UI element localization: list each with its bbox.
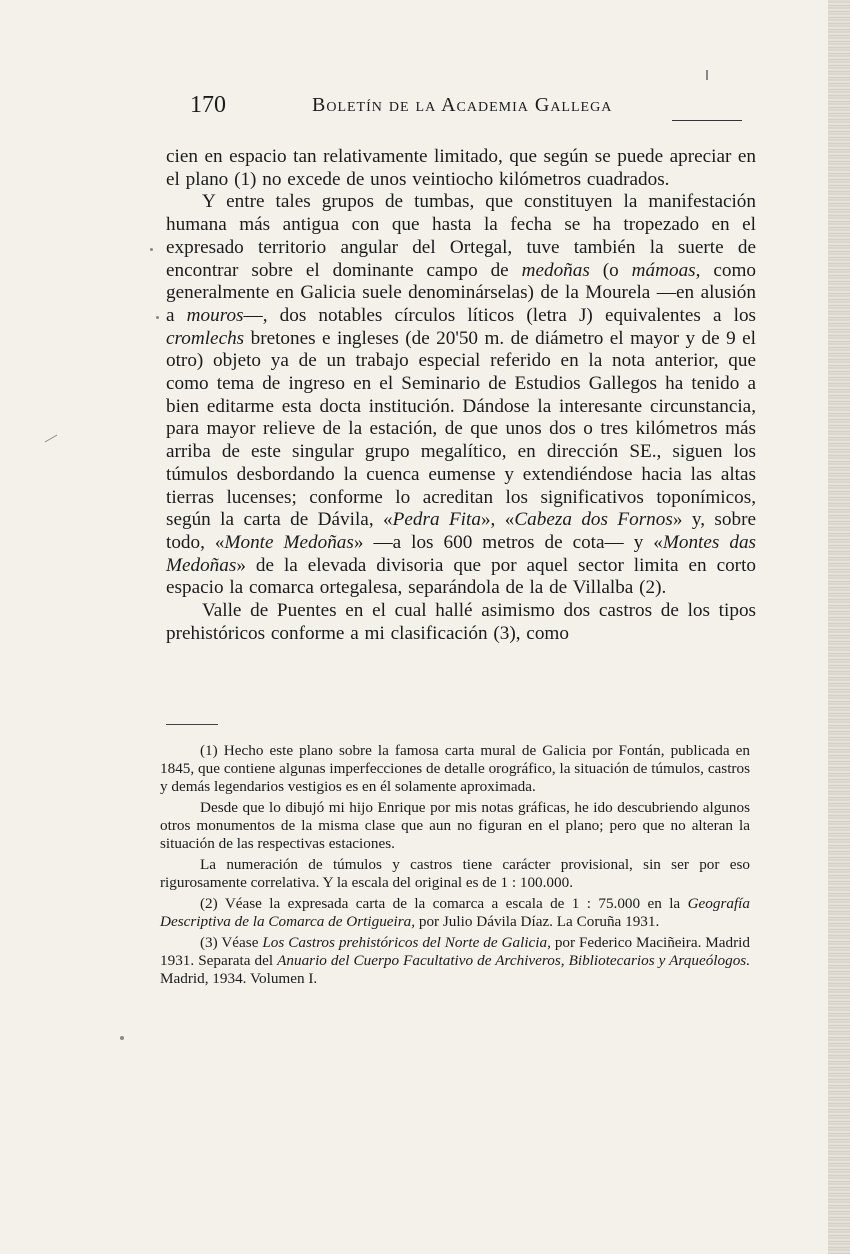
paragraph-continuation: cien en espacio tan relativamente limitado, que según se puede apreciar en el plano (1) no excede de unos veintiocho kilómetros cuadrados.: [166, 146, 756, 190]
header-rule: [672, 120, 742, 121]
footnote-1-cont-b: La numeración de túmulos y castros tiene carácter provisional, sin ser por eso rigurosamente correlativa. Y la escala del original es de 1 : 100.000.: [160, 856, 750, 891]
scan-speck: [706, 70, 708, 80]
footnote-1-cont-a: Desde que lo dibujó mi hijo Enrique por mis notas gráficas, he ido descubriendo algunos otros monumentos de la misma clase que aun no figuran en el plano; pero que no alteran la situación de las respectivas estaciones.: [160, 799, 750, 852]
scan-speck: [150, 248, 153, 251]
running-title: Boletín de la Academia Gallega: [312, 94, 613, 116]
footnote-2: (2) Véase la expresada carta de la comarca a escala de 1 : 75.000 en la Geografía Descriptiva de la Comarca de Ortigueira, por Julio Dávila Díaz. La Coruña 1931.: [160, 895, 750, 930]
footnote-1: (1) Hecho este plano sobre la famosa carta mural de Galicia por Fontán, publicada en 1845, que contiene algunas imperfecciones de detalle orográfico, la situación de túmulos, castros y demás legendarios vestigios es en él solamente aproximada.: [160, 742, 750, 795]
footnotes: [160, 742, 750, 991]
footnote-rule: [166, 724, 218, 725]
paragraph-valle-puentes: Valle de Puentes en el cual hallé asimismo dos castros de los tipos prehistóricos conforme a mi clasificación (3), como: [166, 600, 756, 644]
page-edge-scan-shadow: [828, 0, 850, 1254]
paragraph-tumbas: Y entre tales grupos de tumbas, que constituyen la manifestación humana más antigua con que hasta la fecha se ha tropezado en el expresado territorio angular del Ortegal, tuve también la suerte de encontrar sobre el dominante campo de medoñas (o mámoas, como generalmente en Galicia suele denominárselas) de la Mourela —en alusión a mouros—, dos notables círculos líticos (letra J) equivalentes a los cromlechs bretones e ingleses (de 20'50 m. de diámetro el mayor y de 9 el otro) objeto ya de un trabajo especial referido en la nota anterior, que como tema de ingreso en el Seminario de Estudios Gallegos ha tenido a bien editarme esta docta institución. Dándose la interesante circunstancia, para mayor relieve de la estación, de que unos dos o tres kilómetros más arriba de este singular grupo megalítico, en dirección SE., siguen los túmulos desbordando la cuenca eumense y extendiéndose hacia las altas tierras lucenses; conforme lo acreditan los significativos toponímicos, según la carta de Dávila, «Pedra Fita», «Cabeza dos Fornos» y, sobre todo, «Monte Medoñas» —a los 600 metros de cota— y «Montes das Medoñas» de la elevada divisoria que por aquel sector limita en corto espacio la comarca ortegalesa, separándola de la de Villalba (2).: [166, 191, 756, 599]
main-text: [166, 146, 756, 645]
page-header: [190, 92, 750, 122]
scan-speck: [156, 316, 159, 319]
scan-speck: [45, 435, 58, 443]
scan-speck: [120, 1036, 124, 1040]
page-number: 170: [190, 92, 226, 118]
footnote-3: (3) Véase Los Castros prehistóricos del Norte de Galicia, por Federico Maciñeira. Madrid 1931. Separata del Anuario del Cuerpo Facultativo de Archiveros, Bibliotecarios y Arqueólogos. Madrid, 1934. Volumen I.: [160, 934, 750, 987]
